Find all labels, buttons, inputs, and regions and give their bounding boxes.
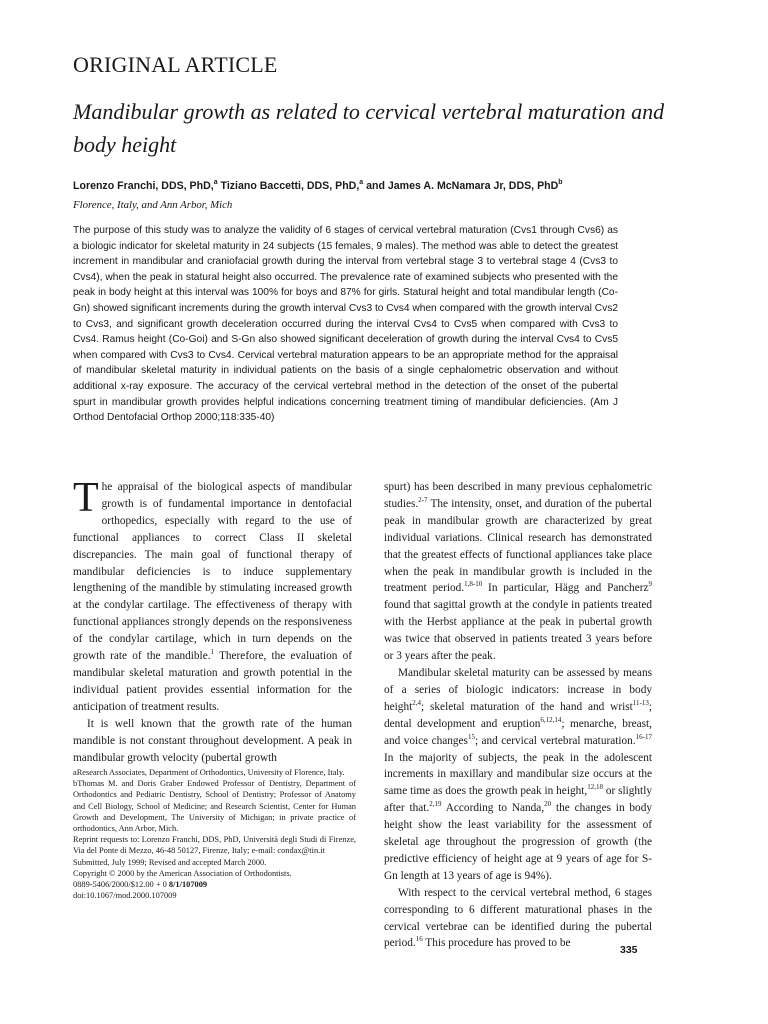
text-run: The intensity, onset, and duration of the pubertal peak in mandibular growth are characterized by great individual variations. Clinical research has demonstrated that the greatest effects of functional appliances take place when the peak in mandibular growth is included in the treatment period. xyxy=(384,497,652,595)
footnote-a: aResearch Associates, Department of Orthodontics, University of Florence, Italy. xyxy=(73,768,345,777)
text-run: With respect to the cervical vertebral method, 6 stages corresponding to 6 different maturational phases in the cervical vertebrae can be identified during the pubertal period. xyxy=(384,886,652,950)
affiliation: Florence, Italy, and Ann Arbor, Mich xyxy=(73,199,233,211)
citation: 20 xyxy=(544,800,552,809)
citation: 2,19 xyxy=(429,800,442,809)
paragraph xyxy=(384,479,652,665)
citation: 6,12,14 xyxy=(540,715,562,724)
author-baccetti: Tiziano Baccetti, DDS, PhD, xyxy=(217,180,360,192)
text-run: found that sagittal growth at the condyle in patients treated with the Herbst appliance at the peak in pubertal growth was twice that observed in patients treated 3 years before or 3 years after the peak. xyxy=(384,599,652,663)
author-list xyxy=(73,180,713,192)
reprint-requests: Reprint requests to: Lorenzo Franchi, DDS, PhD, Università degli Studi di Firenze, Via del Ponte di Mezzo, 46-48 50127, Firenze, Italy; e-mail: condax@tin.it xyxy=(73,835,356,856)
left-column xyxy=(73,475,352,766)
citation: 1,8-10 xyxy=(464,580,483,589)
page-number: 335 xyxy=(620,944,638,956)
submission-date: Submitted, July 1999; Revised and accepted March 2000. xyxy=(73,857,267,867)
text-run: spurt) has been described in many previous cephalometric studies. xyxy=(384,481,652,510)
text-run: or slightly after that. xyxy=(384,785,652,815)
text-run: ; menarche, breast, and voice changes xyxy=(384,717,653,747)
text-run: According to Nanda, xyxy=(441,802,545,815)
footnotes xyxy=(73,767,356,901)
issn-code: 0889-5406/2000/$12.00 + 0 xyxy=(73,880,169,890)
text-run: In particular, Hägg and Pancherz xyxy=(482,582,649,595)
citation: 16-17 xyxy=(635,732,652,741)
doi: doi:10.1067/mod.2000.107009 xyxy=(73,891,177,901)
text-run: This procedure has proved to be xyxy=(422,937,571,950)
article-title: Mandibular growth as related to cervical vertebral maturation and body height xyxy=(73,99,665,157)
right-column xyxy=(384,479,652,952)
issn-id: 8/1/107009 xyxy=(168,880,208,890)
abstract: The purpose of this study was to analyze the validity of 6 stages of cervical vertebral maturation (Cvs1 through Cvs6) as a biologic indicator for skeletal maturity in 24 subjects (15 females, 9 males). The method was able to detect the greatest increment in mandibular and craniofacial growth during the interval from vertebral stage 3 to vertebral stage 4 (Cvs3 to Cvs4), when the peak in statural height also occurred. The prevalence rate of examined subjects who presented with the peak in body height at this interval was 100% for boys and 87% for girls. Statural height and total mandibular length (Co-Gn) showed significant increments during the growth interval Cvs3 to Cvs4 when compared with the growth interval Cvs2 to Cvs3, and significant growth deceleration occurred during the interval Cvs4 to Cvs5 when compared with Cvs3 to Cvs4. Ramus height (Co-Goi) and S-Gn also showed significant deceleration of growth during the interval Cvs4 to Cvs5 when compared with Cvs3 to Cvs4. Cervical vertebral maturation appears to be an appropriate method for the appraisal of mandibular skeletal maturity in individual patients on the basis of a single cephalometric observation and without additional x-ray exposure. The accuracy of the cervical vertebral method in the detection of the onset of the pubertal spurt in mandibular growth provides helpful indications concerning treatment timing of mandibular deficiencies. (Am J Orthod Dentofacial Orthop 2000;118:335-40) xyxy=(73,225,618,424)
citation: 16 xyxy=(415,935,423,944)
paragraph xyxy=(384,885,652,953)
citation: 12,18 xyxy=(587,783,603,792)
text-run: ; and cervical vertebral maturation. xyxy=(474,734,636,747)
text-run: the changes in body height show the least variability for the assessment of skeletal age throughout the progression of growth (the predictive efficiency of height age at 9 years of age for S-Gn length at 13 years of age is 94%). xyxy=(384,802,653,882)
author-sup: a xyxy=(213,179,218,186)
text-run: ; dental development and eruption xyxy=(384,700,652,730)
footnote-b: bThomas M. and Doris Graber Endowed Professor of Dentistry, Department of Orthodontics and Pediatric Dentistry, School of Dentistry; Professor of Anatomy and Cell Biology, School of Medicine; and Research Scientist, Center for Human Growth and Development, The University of Michigan; in private practice of orthodontics, Ann Arbor, Mich. xyxy=(73,779,356,834)
citation: 9 xyxy=(648,580,652,589)
citation: 11-13 xyxy=(632,698,649,707)
issn xyxy=(73,879,356,890)
copyright: Copyright © 2000 by the American Association of Orthodontists. xyxy=(73,868,292,878)
drop-cap: T xyxy=(73,475,99,521)
citation: 2,4 xyxy=(412,698,421,707)
author-sup: a xyxy=(359,179,364,186)
author-franchi: Lorenzo Franchi, DDS, PhD, xyxy=(73,180,214,192)
author-mcnamara: and James A. McNamara Jr, DDS, PhD xyxy=(363,180,559,192)
paragraph: It is well known that the growth rate of the human mandible is not constant throughout development. A peak in mandibular growth velocity (pubertal growth xyxy=(73,717,352,764)
text-run: he appraisal of the biological aspects of mandibular growth is of fundamental importance in dentofacial orthopedics, especially with regard to the use of functional appliances to correct Class II skeletal discrepancies. The main goal of functional therapy of mandibular deficiencies is to induce supplementary lengthening of the mandible by stimulating increased growth at the condylar cartilage. The effectiveness of therapy with functional appliances strongly depends on the responsiveness of the condylar cartilage, which in turn depends on the growth rate of the mandible. xyxy=(73,481,352,663)
citation: 2-7 xyxy=(418,495,428,504)
text-run: Mandibular skeletal maturity can be assessed by means of a series of biologic indicators: increase in body height xyxy=(384,666,652,713)
author-sup: b xyxy=(558,179,563,186)
paragraph xyxy=(73,475,352,716)
section-label: ORIGINAL ARTICLE xyxy=(73,52,278,77)
text-run: Therefore, the evaluation of mandibular skeletal maturation and growth potential in the individual patient provides essential information for the anticipation of treatment results. xyxy=(73,650,352,713)
text-run: In the majority of subjects, the peak in the adolescent increments in maxillary and mandibular size occurs at the same time as does the growth peak in height, xyxy=(384,751,652,798)
paragraph xyxy=(384,665,652,885)
citation: 15 xyxy=(467,732,475,741)
text-run: ; skeletal maturation of the hand and wrist xyxy=(421,700,633,713)
citation: 1 xyxy=(210,648,215,657)
